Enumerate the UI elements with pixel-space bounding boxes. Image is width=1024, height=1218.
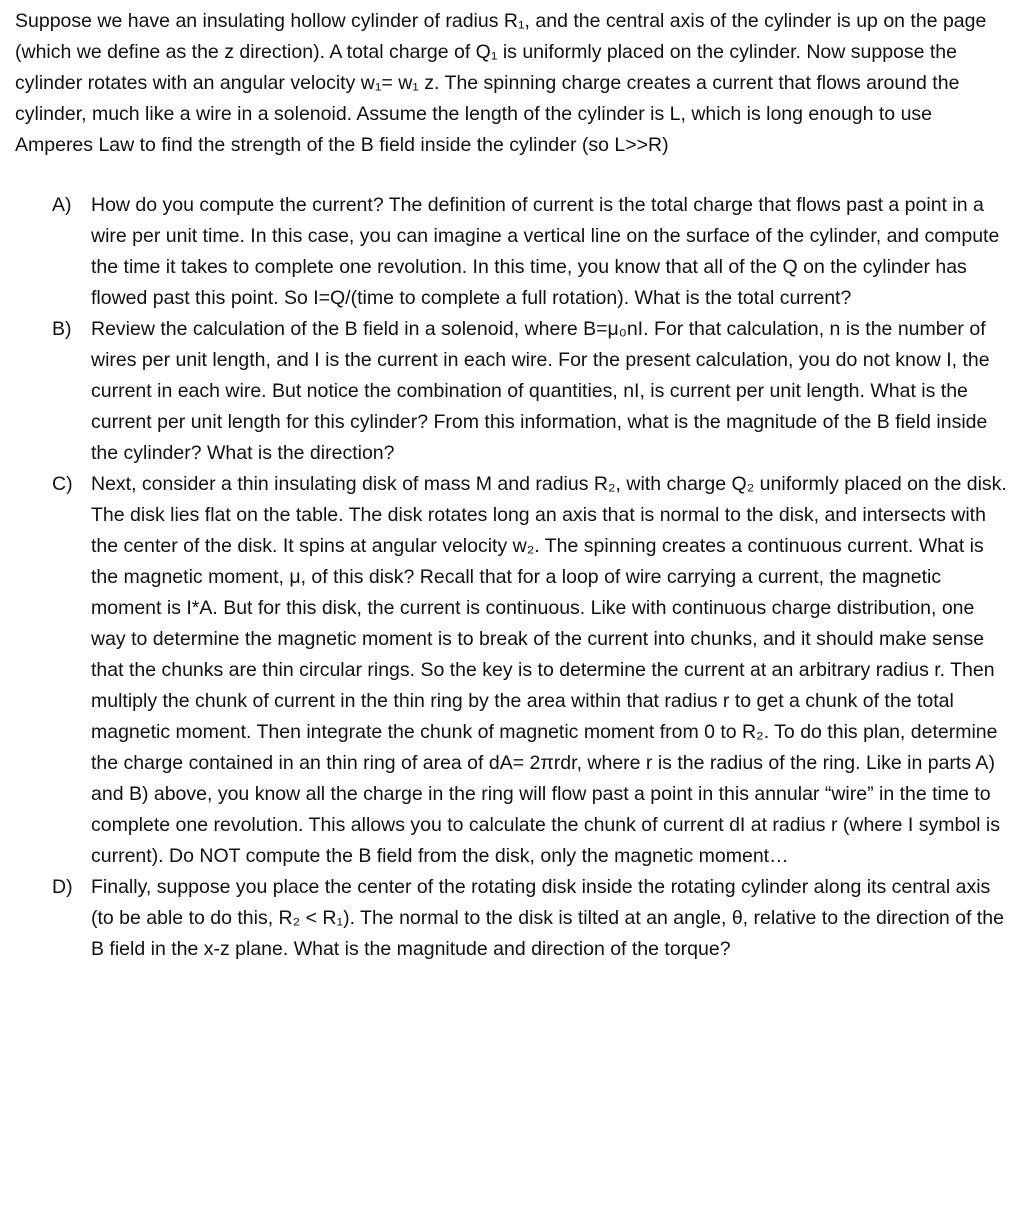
part-label: D) [52, 876, 73, 898]
part-label: B) [52, 318, 72, 340]
part-text: Review the calculation of the B field in a solenoid, where B=μ₀nI. For that calculation, n is the number of wires per unit length, and I is the current in each wire. For the present calculation, you do not know I, the current in each wire. But notice the combination of quantities, nI, is current per unit length. What is the current per unit length for this cylinder? From this information, what is the magnitude of the B field inside the cylinder? What is the direction? [91, 318, 990, 464]
part-label: C) [52, 473, 73, 495]
part-a [15, 190, 1009, 314]
part-d [15, 872, 1009, 965]
intro-paragraph: Suppose we have an insulating hollow cylinder of radius R₁, and the central axis of the cylinder is up on the page (which we define as the z direction). A total charge of Q₁ is uniformly placed on the cylinder. Now suppose the cylinder rotates with an angular velocity w₁= w₁ z. The spinning charge creates a current that flows around the cylinder, much like a wire in a solenoid. Assume the length of the cylinder is L, which is long enough to use Amperes Law to find the strength of the B field inside the cylinder (so L>>R) [15, 10, 987, 156]
part-text: Finally, suppose you place the center of the rotating disk inside the rotating cylinder along its central axis (to be able to do this, R₂ < R₁). The normal to the disk is tilted at an angle, θ, relative to the direction of the B field in the x-z plane. What is the magnitude and direction of the torque? [91, 876, 1004, 960]
part-label: A) [52, 194, 72, 216]
parts-list [15, 190, 1009, 965]
part-text: How do you compute the current? The definition of current is the total charge that flows past a point in a wire per unit time. In this case, you can imagine a vertical line on the surface of the cylinder, and compute the time it takes to complete one revolution. In this time, you know that all of the Q on the cylinder has flowed past this point. So I=Q/(time to complete a full rotation). What is the total current? [91, 194, 1000, 309]
part-c [15, 469, 1009, 872]
part-b [15, 314, 1009, 469]
problem-document [15, 6, 1009, 965]
part-text: Next, consider a thin insulating disk of mass M and radius R₂, with charge Q₂ uniformly placed on the disk. The disk lies flat on the table. The disk rotates long an axis that is normal to the disk, and intersects with the center of the disk. It spins at angular velocity w₂. The spinning creates a continuous current. What is the magnetic moment, μ, of this disk? Recall that for a loop of wire carrying a current, the magnetic moment is I*A. But for this disk, the current is continuous. Like with continuous charge distribution, one way to determine the magnetic moment is to break of the current into chunks, and it should make sense that the chunks are thin circular rings. So the key is to determine the current at an arbitrary radius r. Then multiply the chunk of current in the thin ring by the area within that radius r to get a chunk of the total magnetic moment. Then integrate the chunk of magnetic moment from 0 to R₂. To do this plan, determine the charge contained in an thin ring of area of dA= 2πrdr, where r is the radius of the ring. Like in parts A) and B) above, you know all the charge in the ring will flow past a point in this annular “wire” in the time to complete one revolution. This allows you to calculate the chunk of current dI at radius r (where I symbol is current). Do NOT compute the B field from the disk, only the magnetic moment… [91, 473, 1007, 867]
